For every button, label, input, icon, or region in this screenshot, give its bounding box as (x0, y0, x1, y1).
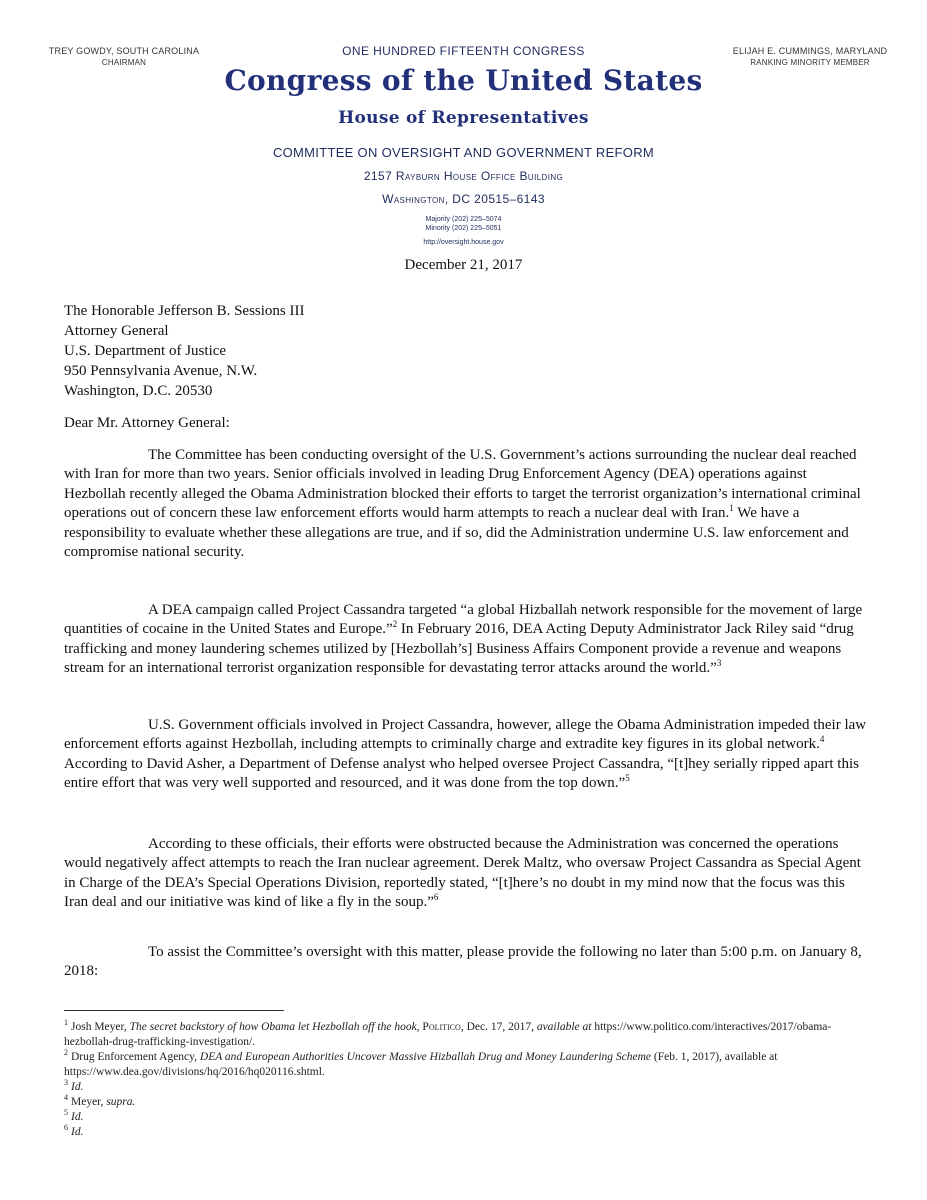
body-paragraph (64, 835, 870, 913)
chairman-title: CHAIRMAN (101, 58, 147, 67)
footnote (64, 1080, 874, 1095)
paragraph-text: The Committee has been conducting oversight of the U.S. Government’s actions surrounding the nuclear deal reached with Iran for more than two years. Senior officials involved in leading Drug Enforcement Agency (DEA) operations against Hezbollah recently alleged the Obama Administration blocked their efforts to target the terrorist organization’s international criminal operations out of concern these law enforcement efforts would harm attempts to reach a nuclear deal with Iran. (64, 447, 861, 522)
footnote-text: , Dec. 17, 2017, (460, 1021, 537, 1033)
footnote-source: Politico (422, 1021, 461, 1033)
footnote (64, 1125, 874, 1140)
footnote-link[interactable]: https://www.politico.com/interactives/2017/obama-hezbollah-drug-trafficking-investigation/. (64, 1021, 832, 1048)
footnotes (64, 1020, 874, 1140)
footnote (64, 1110, 874, 1125)
footnote-title: The secret backstory of how Obama let Hezbollah off the hook (129, 1021, 417, 1033)
salutation: Dear Mr. Attorney General: (64, 415, 230, 431)
body-paragraph (64, 601, 870, 679)
paragraph-text: To assist the Committee’s oversight with this matter, please provide the following no later than 5:00 p.m. on January 8, 2018: (64, 944, 862, 980)
ranking-member-title: RANKING MINORITY MEMBER (750, 58, 870, 67)
office-city: Washington, DC 20515–6143 (382, 192, 545, 206)
letter-date: December 21, 2017 (404, 257, 523, 273)
footnote-ref: 2 (392, 619, 398, 630)
paragraph-text: According to these officials, their efforts were obstructed because the Administration was concerned the operations would negatively affect attempts to reach the Iran nuclear agreement. Derek Maltz, who oversaw Project Cassandra as Special Agent in Charge of the DEA’s Special Operations Division, reportedly stated, “[t]here’s no doubt in my mind now that the focus was this Iran deal and our initiative was kind of like a fly in the soup.” (64, 836, 861, 911)
footnote (64, 1020, 874, 1050)
footnote (64, 1095, 874, 1110)
paragraph-text: U.S. Government officials involved in Project Cassandra, however, allege the Obama Administration impeded their law enforcement efforts against Hezbollah, including attempts to criminally charge and extradite key figures in its global network. (64, 717, 867, 753)
footnote-ref: 3 (716, 658, 722, 669)
footnote-ref: 1 (729, 503, 734, 514)
footnote-ref: 5 (625, 773, 630, 784)
office-address: 2157 Rayburn House Office Building (363, 169, 564, 183)
paragraph-text: According to David Asher, a Department of Defense analyst who helped oversee Project Cassandra, “[t]hey serially ripped apart this entire effort that was very well supported and resourced, and it was done from the top down.” (64, 755, 859, 792)
footnote-number: 1 (64, 1018, 68, 1028)
phone-majority: Majority (202) 225–5074 (425, 216, 502, 223)
body-paragraph (64, 716, 870, 794)
footnote-ref: 4 (819, 734, 825, 745)
committee-name: COMMITTEE ON OVERSIGHT AND GOVERNMENT REFORM (272, 145, 655, 160)
addressee-line: U.S. Department of Justice (64, 343, 227, 359)
footnote-title: DEA and European Authorities Uncover Massive Hizballah Drug and Money Laundering Scheme (199, 1051, 652, 1063)
footnote-text: Josh Meyer, (71, 1021, 130, 1033)
ranking-member-name: ELIJAH E. CUMMINGS, MARYLAND (732, 46, 888, 56)
footnote-text: Id. (71, 1081, 84, 1093)
addressee-block (64, 301, 305, 401)
addressee-line: Washington, D.C. 20530 (64, 383, 213, 399)
paragraph-text: A DEA campaign called Project Cassandra targeted “a global Hizballah network responsible for the movement of large quantities of cocaine in the United States and Europe.” (64, 602, 863, 638)
footnote-text: Drug Enforcement Agency, (71, 1051, 200, 1063)
body-paragraph (64, 943, 870, 982)
body-paragraph (64, 446, 870, 562)
chairman-name: TREY GOWDY, SOUTH CAROLINA (48, 46, 200, 56)
footnote-text: supra. (106, 1096, 136, 1108)
congress-title: Congress of the United States (224, 64, 703, 97)
footnote-ref: 6 (433, 892, 439, 903)
footnote-text: Id. (71, 1111, 84, 1123)
website: http://oversight.house.gov (423, 239, 504, 246)
addressee-line: 950 Pennsylvania Avenue, N.W. (64, 363, 258, 379)
congress-session-line: ONE HUNDRED FIFTEENTH CONGRESS (342, 44, 585, 58)
footnote-link[interactable]: (Feb. 1, 2017), available at https://www.dea.gov/divisions/hq/2016/hq020116.shtml. (64, 1051, 778, 1078)
footnote-divider (64, 1010, 284, 1011)
addressee-line: Attorney General (64, 323, 169, 339)
footnote-number: 4 (64, 1093, 68, 1103)
footnote-number: 2 (64, 1048, 68, 1058)
footnote-text: Meyer, (71, 1096, 107, 1108)
phone-minority: Minority (202) 225–5051 (425, 225, 502, 232)
footnote (64, 1050, 874, 1080)
footnote-number: 6 (64, 1123, 68, 1133)
footnote-text: Id. (71, 1126, 84, 1138)
footnote-number: 3 (64, 1078, 68, 1088)
paragraph-text: In February 2016, DEA Acting Deputy Administrator Jack Riley said “drug trafficking and money laundering schemes utilized by [Hezbollah’s] Business Affairs Component provide a revenue and weapons stream for an international terrorist organization responsible for devastating terror attacks around the world.” (64, 621, 854, 677)
footnote-text: , (416, 1021, 423, 1033)
footnote-number: 5 (64, 1108, 68, 1118)
house-title: House of Representatives (338, 108, 589, 128)
addressee-line: The Honorable Jefferson B. Sessions III (64, 303, 305, 319)
footnote-text: available at (536, 1021, 592, 1033)
paragraph-text: We have a responsibility to evaluate whether these allegations are true, and if so, did the Administration undermine U.S. law enforcement and compromise national security. (64, 505, 849, 561)
